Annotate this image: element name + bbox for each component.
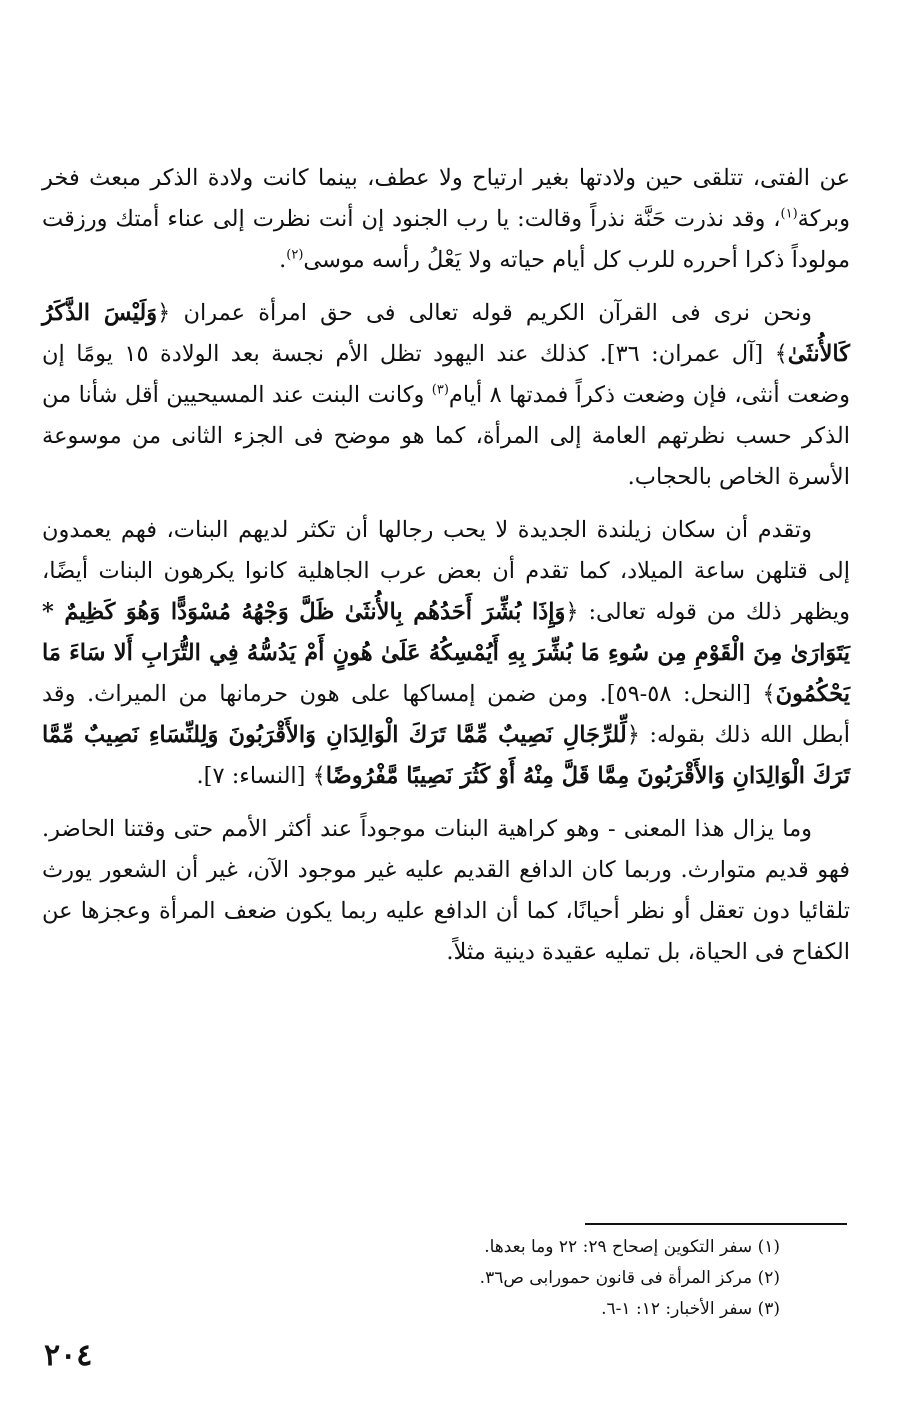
text-segment: ﴾ [النساء: ٧].	[196, 763, 326, 789]
page-number: ٢٠٤	[44, 1338, 93, 1373]
paragraph	[42, 510, 850, 797]
quran-verse: وَإِذَا بُشِّرَ أَحَدُهُم بِالأُنثَىٰ ظَلَّ وَجْهُهُ مُسْوَدًّا وَهُوَ كَظِيمٌ * يَتَوَارَىٰ مِنَ الْقَوْمِ مِن سُوءِ مَا بُشِّرَ بِهِ أَيُمْسِكُهُ عَلَىٰ هُونٍ أَمْ يَدُسُّهُ فِي التُّرَابِ أَلا سَاءَ مَا يَحْكُمُونَ	[42, 599, 850, 707]
footnote: (٢) مركز المرأة فى قانون حمورابى ص٣٦.	[479, 1268, 780, 1288]
footnote: (١) سفر التكوين إصحاح ٢٩: ٢٢ وما بعدها.	[484, 1237, 780, 1257]
text-segment: ، وقد نذرت حَنَّة نذراً وقالت: يا رب الجنود إن أنت نظرت إلى عناء أمتك ورزقت مولوداً ذكرا أحرره للرب كل أيام حياته ولا يَعْلُ رأسه موسى	[42, 206, 850, 273]
quran-verse: لِّلرِّجَالِ نَصِيبٌ مِّمَّا تَرَكَ الْوَالِدَانِ وَالأَقْرَبُونَ وَلِلنِّسَاءِ نَصِيبٌ مِّمَّا تَرَكَ الْوَالِدَانِ وَالأَقْرَبُونَ مِمَّا قَلَّ مِنْهُ أَوْ كَثُرَ نَصِيبًا مَّفْرُوضًا	[42, 722, 850, 789]
footnotes	[300, 1232, 780, 1325]
footnote-marker: (١)	[780, 206, 798, 222]
text-segment: ﴾ [النحل: ٥٨-٥٩]. ومن ضمن إمساكها على هون حرمانها من الميراث. وقد أبطل الله ذلك بقوله: ﴿	[42, 681, 851, 748]
quran-verse: وَلَيْسَ الذَّكَرُ كَالأُنثَىٰ	[42, 300, 850, 367]
text-segment: .	[279, 247, 287, 273]
text-segment: ونحن نرى فى القرآن الكريم قوله تعالى فى حق امرأة عمران ﴿	[157, 300, 812, 326]
footnote-marker: (٢)	[286, 247, 304, 263]
text-segment: وما يزال هذا المعنى - وهو كراهية البنات موجوداً عند أكثر الأمم حتى وقتنا الحاضر. فهو قديم متوارث. وربما كان الدافع القديم عليه غير موجود الآن، غير أن الشعور يورث تلقائيا دون تعقل أو نظر أحيانًا، كما أن الدافع عليه ربما يكون ضعف المرأة وعجزها عن الكفاح فى الحياة، بل تمليه عقيدة دينية مثلاً.	[42, 816, 850, 965]
text-segment: وتقدم أن سكان زيلندة الجديدة لا يحب رجالها أن تكثر لديهم البنات، فهم يعمدون إلى قتلهن ساعة الميلاد، كما تقدم أن بعض عرب الجاهلية كانوا يكرهون البنات أيضًا، ويظهر ذلك من قوله تعالى: ﴿	[42, 517, 850, 625]
footnote-marker: (٣)	[431, 382, 449, 398]
text-segment: ﴾ [آل عمران: ٣٦]. كذلك عند اليهود تظل الأم نجسة بعد الولادة ١٥ يومًا إن وضعت أنثى، فإن وضعت ذكراً فمدتها ٨ أيام	[42, 341, 850, 408]
text-segment: وكانت البنت عند المسيحيين أقل شأنا من الذكر حسب نظرتهم العامة إلى المرأة، كما هو موضح فى الجزء الثانى من موسوعة الأسرة الخاص بالحجاب.	[42, 382, 850, 490]
paragraph	[42, 158, 850, 281]
footnote: (٣) سفر الأخبار: ١٢: ١-٦.	[601, 1299, 780, 1319]
text-segment: عن الفتى، تتلقى حين ولادتها بغير ارتياح ولا عطف، بينما كانت ولادة الذكر مبعث فخر وبركة	[42, 165, 850, 232]
paragraph	[42, 809, 850, 973]
footnote-separator	[585, 1223, 847, 1225]
paragraph	[42, 293, 850, 498]
body-text	[42, 158, 850, 985]
